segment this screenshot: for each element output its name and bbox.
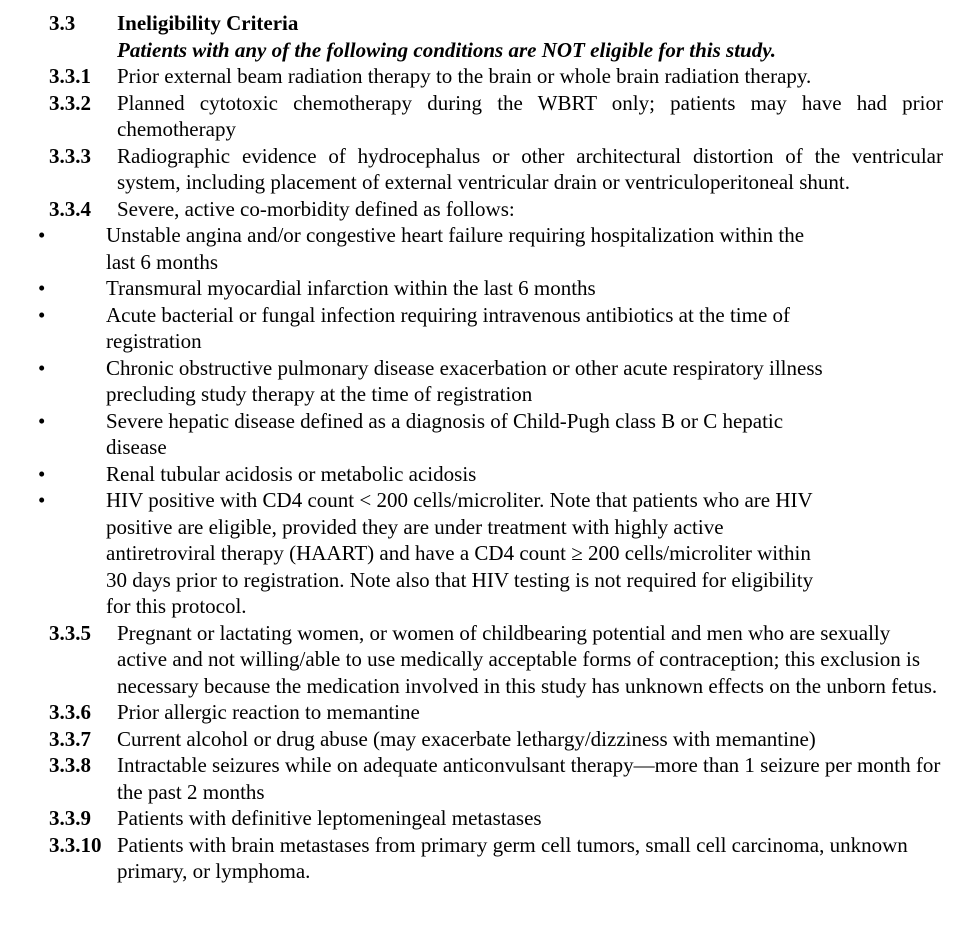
section-number: 3.3	[49, 11, 76, 35]
list-item	[0, 275, 966, 302]
criterion-text: Intractable seizures while on adequate anticonvulsant therapy—more than 1 seizure per month for the past 2 months	[117, 753, 941, 804]
criterion-text: Prior allergic reaction to memantine	[117, 700, 420, 724]
criterion-text: Prior external beam radiation therapy to the brain or whole brain radiation therapy.	[117, 64, 812, 88]
list-item	[0, 355, 966, 408]
criterion-number: 3.3.10	[49, 832, 102, 857]
criterion-3-3-6	[0, 699, 966, 726]
criterion-text: Current alcohol or drug abuse (may exacerbate lethargy/dizziness with memantine)	[117, 726, 816, 751]
bullet-icon: •	[38, 355, 46, 380]
criterion-number: 3.3.3	[49, 143, 91, 168]
criterion-number: 3.3.1	[49, 64, 91, 88]
criterion-text: Patients with brain metastases from primary germ cell tumors, small cell carcinoma, unknown primary, or lymphoma.	[117, 832, 908, 883]
criterion-text: Pregnant or lactating women, or women of childbearing potential and men who are sexually active and not willing/able to use medically acceptable forms of contraception; this exclusion is necessary because the medication involved in this study has unknown effects on the unborn fetus.	[117, 620, 938, 698]
list-item-text: Chronic obstructive pulmonary disease exacerbation or other acute respiratory illness precluding study therapy at the time of registration	[106, 355, 823, 406]
section-subheading-row	[0, 37, 966, 64]
criterion-number: 3.3.9	[49, 806, 91, 830]
bullet-icon: •	[38, 461, 46, 486]
criterion-number: 3.3.2	[49, 90, 91, 115]
criterion-3-3-9	[0, 805, 966, 832]
bullet-icon: •	[38, 488, 46, 512]
criterion-number: 3.3.5	[49, 620, 91, 645]
list-item	[0, 408, 966, 461]
criterion-3-3-1	[0, 63, 966, 90]
list-item-text: HIV positive with CD4 count < 200 cells/microliter. Note that patients who are HIV positive are eligible, provided they are under treatment with highly active antiretroviral therapy (HAART) and have a CD4 count ≥ 200 cells/microliter within 30 days prior to registration. Note also that HIV testing is not required for eligibility for this protocol.	[106, 488, 814, 618]
criterion-3-3-8	[0, 752, 966, 805]
criterion-3-3-4	[0, 196, 966, 223]
criterion-3-3-7	[0, 726, 966, 753]
criterion-3-3-5	[0, 620, 966, 700]
bullet-icon: •	[38, 223, 46, 247]
list-item-text: Unstable angina and/or congestive heart failure requiring hospitalization within the last 6 months	[106, 223, 805, 274]
comorbidity-list	[0, 222, 966, 620]
list-item-text: Renal tubular acidosis or metabolic acidosis	[106, 461, 477, 486]
criterion-number: 3.3.4	[49, 196, 91, 221]
criterion-text: Radiographic evidence of hydrocephalus or other architectural distortion of the ventricular system, including placement of external ventricular drain or ventriculoperitoneal shunt.	[117, 143, 943, 194]
criterion-text: Planned cytotoxic chemotherapy during the WBRT only; patients may have had prior chemotherapy	[117, 90, 943, 141]
list-item	[0, 487, 966, 620]
list-item-text: Transmural myocardial infarction within the last 6 months	[106, 276, 596, 300]
criterion-3-3-10	[0, 832, 966, 885]
list-item-text: Acute bacterial or fungal infection requiring intravenous antibiotics at the time of registration	[106, 302, 791, 353]
criterion-text: Severe, active co-morbidity defined as follows:	[117, 196, 515, 221]
list-item	[0, 222, 966, 275]
criterion-number: 3.3.6	[49, 700, 91, 724]
bullet-icon: •	[38, 276, 46, 300]
list-item	[0, 302, 966, 355]
list-item	[0, 461, 966, 488]
bullet-icon: •	[38, 302, 46, 327]
criterion-number: 3.3.7	[49, 726, 91, 751]
criterion-text: Patients with definitive leptomeningeal metastases	[117, 806, 542, 830]
criterion-3-3-2	[0, 90, 966, 143]
spacer	[0, 37, 117, 64]
criterion-number: 3.3.8	[49, 753, 91, 777]
list-item-text: Severe hepatic disease defined as a diagnosis of Child-Pugh class B or C hepatic disease	[106, 408, 784, 459]
section-title: Ineligibility Criteria	[117, 11, 299, 35]
section-heading-row	[0, 10, 966, 37]
bullet-icon: •	[38, 408, 46, 433]
criterion-3-3-3	[0, 143, 966, 196]
section-subtitle: Patients with any of the following conditions are NOT eligible for this study.	[117, 37, 777, 62]
